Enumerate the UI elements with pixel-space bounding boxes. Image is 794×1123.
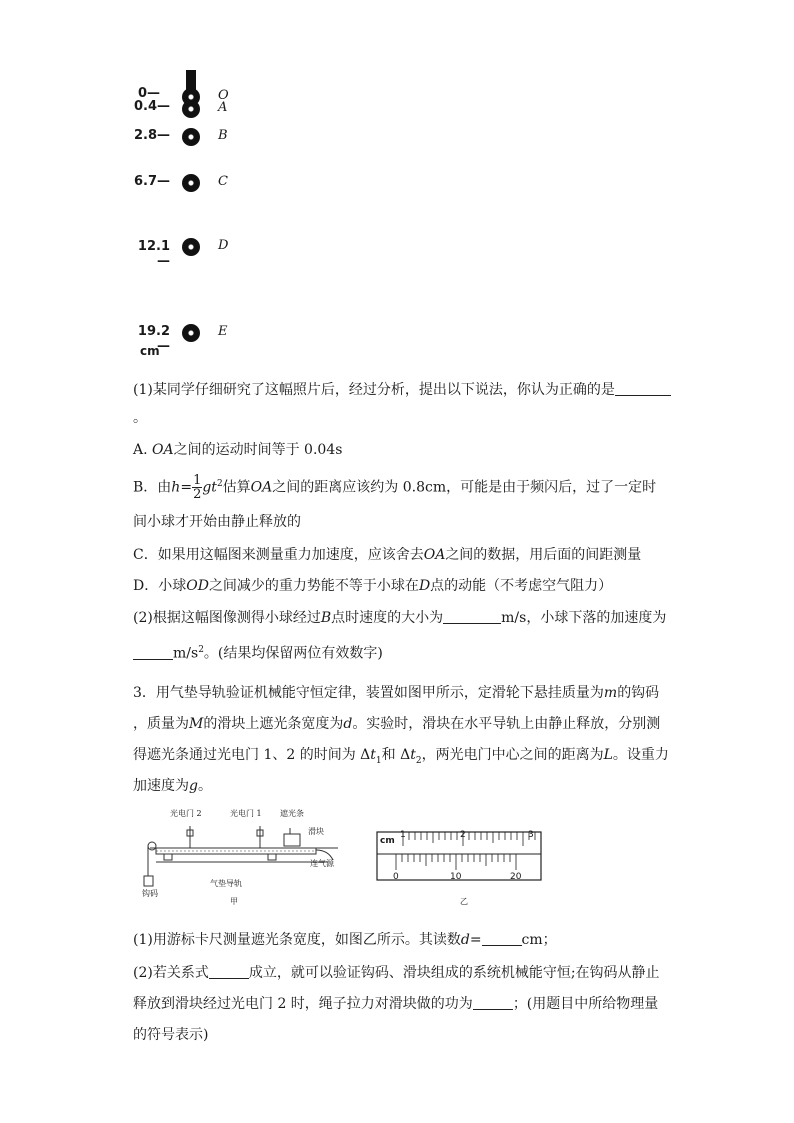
ball-c [182,174,200,192]
q3-sub2: (2)若关系式 成立，就可以验证钩码、滑块组成的系统机械能守恒;在钩码从静止 [133,965,660,981]
q3-sub2-line3: 的符号表示) [133,1027,209,1043]
label-slider: 滑块 [308,827,324,836]
q3-line4: 加速度为g。 [133,778,212,794]
main-label-1: 1 [400,830,406,840]
vernier-label-0: 0 [393,872,399,882]
tick-label-d: 12.1— [137,239,170,269]
tick-label-e: 19.2— [137,324,170,354]
relation-blank[interactable] [209,964,249,979]
acceleration-blank[interactable] [133,645,173,660]
width-blank[interactable] [482,931,522,946]
vernier-label-20: 20 [510,872,522,882]
point-label-d: D [218,238,229,253]
velocity-blank[interactable] [443,609,501,624]
caption-yi: 乙 [460,897,468,906]
caliper-unit: cm [380,836,395,846]
label-gate1: 光电门 1 [230,809,262,818]
q1-part2-line2: $m/s^2$。(结果均保留两位有效数字) [133,640,664,664]
ball-b [182,128,200,146]
option-b-line2: 间小球才开始由静止释放的 [133,514,301,530]
vernier-label-10: 10 [450,872,462,882]
fraction-half: $\frac{1}{2}$ [193,473,202,503]
tick-label-zero: 0— [137,86,160,101]
caption-jia: 甲 [230,897,238,906]
q3-line2: ，质量为M的滑块上遮光条宽度为d。实验时，滑块在水平导轨上由静止释放，分别测 [133,716,661,732]
main-label-3: 3 [528,830,534,840]
q3-line3: 得遮光条通过光电门 1、2 的时间为 $\Delta t_1$和 $\Delta t_2$，两光电门中心之间的距离为L。设重力 [133,747,669,766]
point-label-o: O [218,88,229,103]
main-label-2: 2 [460,830,466,840]
work-blank[interactable] [473,995,513,1010]
ball-e [182,324,200,342]
figure-vernier-caliper [376,828,546,908]
tick-label-c: 6.7— [133,174,170,189]
point-label-a: A [218,100,228,115]
release-clamp [186,70,196,90]
strobe-photo-figure [130,68,250,368]
q1-part1-prompt: (1)某同学仔细研究了这幅照片后，经过分析，提出以下说法，你认为正确的是 [133,380,664,400]
label-shutter: 遮光条 [280,809,304,818]
tick-label-b: 2.8— [133,128,170,143]
tick-label-a: 0.4— [133,99,170,114]
label-weight: 钩码 [142,889,158,898]
label-air-source: 连气源 [310,859,334,868]
figure-air-track [138,806,358,910]
q3-sub2-line2: 释放到滑块经过光电门 2 时，绳子拉力对滑块做的功为 ；(用题目中所给物理量 [133,996,659,1012]
option-c: C．如果用这幅图来测量重力加速度，应该舍去OA之间的数据，用后面的间距测量 [133,547,642,563]
option-a: A. OA之间的运动时间等于 0.04s [133,442,343,458]
option-d: D．小球OD之间减少的重力势能不等于小球在D点的动能（不考虑空气阻力） [133,578,613,594]
option-b: B．由h= $\frac{1}{2}$ $gt^2$估算OA之间的距离应该约为 0.8cm，可能是由于频闪后，过了一定时 [133,473,657,503]
point-label-e: E [218,324,228,339]
label-track: 气垫导轨 [210,879,242,888]
ball-a [182,100,200,118]
answer-blank[interactable] [615,381,671,396]
q3-sub1: (1)用游标卡尺测量遮光条宽度，如图乙所示。其读数d= cm； [133,932,557,948]
point-label-b: B [218,128,228,143]
unit-label: cm [140,344,160,358]
point-label-c: C [218,174,228,189]
q1-part1-tail: 。 [133,410,147,426]
label-gate2: 光电门 2 [170,809,202,818]
ball-d [182,238,200,256]
q3-line1: 3．用气垫导轨验证机械能守恒定律，装置如图甲所示，定滑轮下悬挂质量为m的钩码 [133,685,660,701]
q1-part2: (2)根据这幅图像测得小球经过B点时速度的大小为 m/s，小球下落的加速度为 [133,610,667,626]
